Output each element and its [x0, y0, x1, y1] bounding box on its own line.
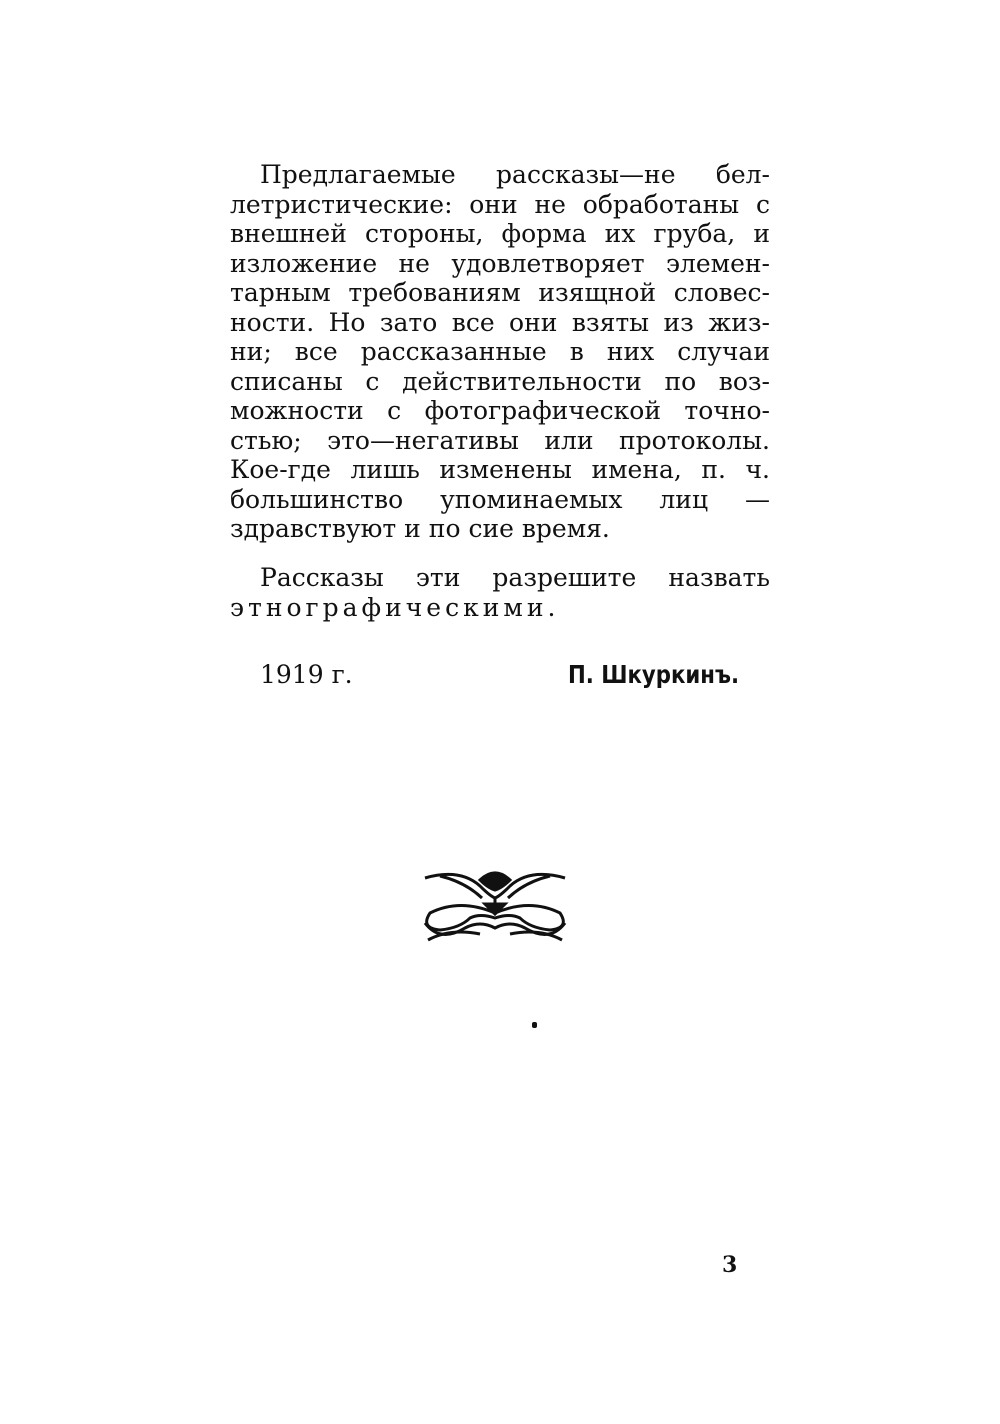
text-line: внешней стороны, форма их груба, и — [230, 219, 770, 248]
text-line: списаны с действительности по воз- — [230, 366, 770, 396]
text-line: летристические: они не обработаны с — [230, 189, 770, 219]
page-number: 3 — [722, 1252, 738, 1278]
text-line: Рассказы эти разрешите назвать — [260, 563, 770, 592]
text-line: ности. Но зато все они взяты из жиз- — [230, 307, 770, 337]
author-signature: П. Шкуркинъ. — [568, 660, 740, 689]
text-line: стью; это—негативы или протоколы. — [230, 425, 770, 455]
date: 1919 г. — [260, 660, 353, 689]
text-line: Предлагаемые рассказы—не бел- — [260, 160, 770, 189]
text-line: здравствуют и по сие время. — [230, 514, 610, 543]
preface-paragraph-2 — [230, 563, 770, 622]
text-line: этнографическими. — [230, 592, 560, 622]
text-line: можности с фотографической точно- — [230, 396, 770, 425]
text-line: большинство упоминаемых лиц — — [230, 484, 770, 514]
text-line: изложение не удовлетворяет элемен- — [230, 248, 770, 278]
text-line: ни; все рассказанные в них случаи — [230, 337, 770, 366]
text-line: Кое-где лишь изменены имена, п. ч. — [230, 455, 770, 484]
ornament-icon — [420, 868, 570, 948]
ink-speck — [532, 1022, 537, 1028]
text-line: тарным требованиям изящной словес- — [230, 278, 770, 307]
preface-paragraph-1 — [230, 160, 770, 544]
